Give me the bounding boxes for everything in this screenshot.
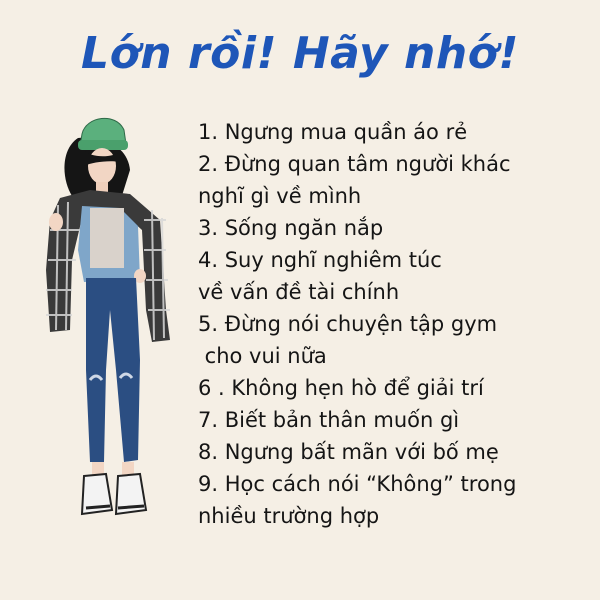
- list-item: [198, 212, 593, 244]
- list-item-line: cho vui nữa: [198, 344, 327, 368]
- jeans: [86, 278, 140, 462]
- list-item: [198, 404, 593, 436]
- page-title: Lớn rồi! Hãy nhớ!: [81, 28, 519, 79]
- reminder-list: [198, 116, 593, 532]
- list-item: [198, 116, 593, 148]
- list-item: [198, 436, 593, 468]
- list-item-line: 9. Học cách nói “Không” trong: [198, 472, 517, 496]
- list-item-line: 5. Đừng nói chuyện tập gym: [198, 312, 498, 336]
- inner-top: [90, 208, 124, 268]
- list-item-line: 8. Ngưng bất mãn với bố mẹ: [198, 440, 499, 464]
- list-item-line: 6 . Không hẹn hò để giải trí: [198, 376, 484, 400]
- list-item: [198, 148, 593, 212]
- list-item: [198, 244, 593, 308]
- list-item-line: nghĩ gì về mình: [198, 184, 362, 208]
- list-item-line: 3. Sống ngăn nắp: [198, 216, 384, 240]
- list-item: [198, 372, 593, 404]
- face: [88, 148, 116, 184]
- list-item-line: nhiều trường hợp: [198, 504, 380, 528]
- list-item: [198, 308, 593, 372]
- list-item-line: 4. Suy nghĩ nghiêm túc: [198, 248, 442, 272]
- girl-illustration: [20, 110, 200, 550]
- list-item-line: 7. Biết bản thân muốn gì: [198, 408, 460, 432]
- list-item-line: về vấn đề tài chính: [198, 280, 400, 304]
- list-item-line: 2. Đừng quan tâm người khác: [198, 152, 511, 176]
- list-item: [198, 468, 593, 532]
- list-item-line: 1. Ngưng mua quần áo rẻ: [198, 120, 468, 144]
